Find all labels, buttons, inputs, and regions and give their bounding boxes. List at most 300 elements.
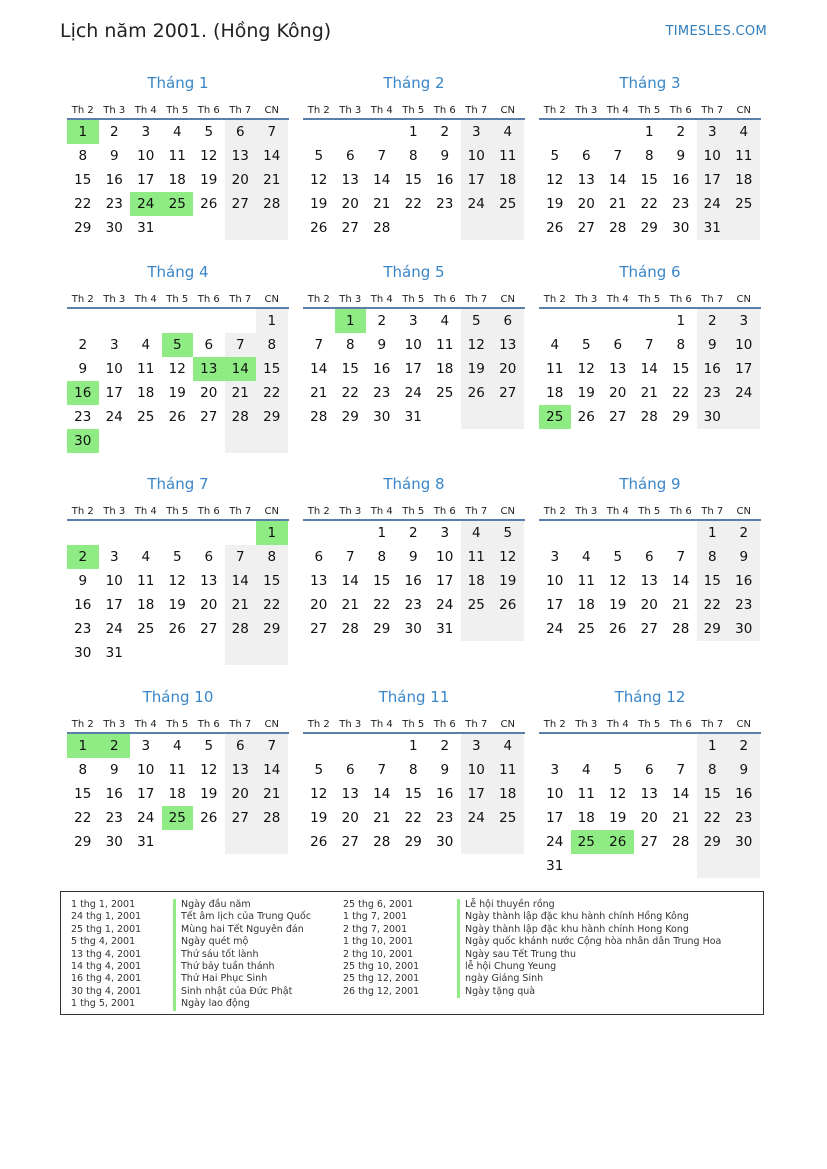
weekday-label: Th 3 [575,294,598,305]
day-cell: 3 [697,120,729,144]
day-cell: 5 [204,124,214,140]
day-cell: 2 [728,521,760,545]
empty-cell [225,641,257,665]
weekday-label: Th 7 [465,294,488,305]
day-cell: 19 [609,597,627,613]
day-cell: 4 [440,313,450,329]
day-cell: 12 [546,172,564,188]
weekday-label: Th 7 [229,719,252,730]
day-cell: 5 [550,148,560,164]
day-cell: 7 [225,333,257,357]
empty-cell [193,521,225,545]
day-cell: 27 [640,621,658,637]
day-cell: 3 [141,738,151,754]
day-cell: 8 [256,545,288,569]
empty-cell [665,521,697,545]
day-cell: 12 [168,573,186,589]
month-name: Tháng 10 [142,688,214,706]
day-cell: 8 [644,148,654,164]
day-grid [539,734,761,878]
legend-date: 1 thg 1, 2001 [71,899,136,910]
day-cell: 7 [613,148,623,164]
day-cell: 10 [461,144,493,168]
day-cell: 12 [609,786,627,802]
day-cell: 17 [105,597,123,613]
legend-date: 25 thg 12, 2001 [343,973,420,985]
holiday-day-cell: 30 [67,429,99,453]
holiday-day-cell: 26 [602,830,634,854]
day-cell: 15 [697,782,729,806]
day-cell: 26 [168,621,186,637]
weekday-label: Th 5 [638,294,661,305]
weekday-header [539,283,761,309]
day-cell: 5 [314,148,324,164]
weekday-label: CN [736,719,751,730]
weekday-label: Th 4 [370,719,393,730]
day-cell: 31 [697,216,729,240]
day-cell: 11 [492,758,524,782]
day-cell: 11 [546,361,564,377]
holiday-day-cell: 1 [335,309,367,333]
day-cell: 9 [109,148,119,164]
day-cell: 13 [225,758,257,782]
day-cell: 5 [581,337,591,353]
empty-cell [728,405,760,429]
day-cell: 28 [341,621,359,637]
day-cell: 10 [436,549,454,565]
day-cell: 23 [373,385,391,401]
day-cell: 11 [577,573,595,589]
day-cell: 26 [200,810,218,826]
legend-holiday-name: Ngày thành lập đặc khu hành chính Hồng Kông [457,911,721,923]
day-cell: 16 [105,172,123,188]
day-cell: 20 [341,810,359,826]
day-cell: 5 [613,549,623,565]
weekday-label: Th 6 [433,105,456,116]
month-block [67,473,289,665]
weekday-label: CN [264,506,279,517]
weekday-label: Th 6 [197,294,220,305]
weekday-label: Th 2 [71,105,94,116]
empty-cell [67,309,99,333]
day-cell: 3 [440,525,450,541]
legend-date: 1 thg 5, 2001 [71,998,136,1010]
day-cell: 28 [672,834,690,850]
day-cell: 17 [461,782,493,806]
day-cell: 13 [341,786,359,802]
day-cell: 13 [310,573,328,589]
weekday-label: Th 7 [229,294,252,305]
weekday-label: Th 3 [339,719,362,730]
weekday-label: CN [264,105,279,116]
weekday-label: Th 6 [433,719,456,730]
day-cell: 23 [672,196,690,212]
day-cell: 18 [436,361,454,377]
day-cell: 14 [373,172,391,188]
day-cell: 22 [256,593,288,617]
day-grid [539,120,761,240]
legend-dates-col-2 [343,899,419,998]
day-cell: 27 [225,806,257,830]
day-cell: 9 [676,148,686,164]
legend-date: 16 thg 4, 2001 [71,973,142,985]
day-cell: 15 [672,361,690,377]
day-cell: 8 [676,337,686,353]
day-cell: 8 [697,758,729,782]
day-cell: 3 [461,734,493,758]
day-cell: 1 [697,734,729,758]
empty-cell [492,405,524,429]
day-cell: 15 [74,172,92,188]
weekday-label: Th 5 [402,294,425,305]
empty-cell [539,120,571,144]
day-cell: 1 [408,124,418,140]
day-cell: 22 [640,196,658,212]
weekday-label: Th 5 [166,105,189,116]
day-cell: 9 [440,762,450,778]
day-cell: 7 [256,120,288,144]
day-grid [539,309,761,429]
day-cell: 11 [168,148,186,164]
weekday-label: Th 2 [307,294,330,305]
empty-cell [193,429,225,453]
day-cell: 12 [310,786,328,802]
day-cell: 4 [141,549,151,565]
empty-cell [492,830,524,854]
empty-cell [398,216,430,240]
month-block [303,261,525,429]
day-cell: 18 [168,786,186,802]
day-cell: 19 [200,172,218,188]
holiday-day-cell: 14 [225,357,257,381]
day-cell: 20 [640,597,658,613]
day-cell: 15 [697,569,729,593]
empty-cell [461,830,493,854]
day-cell: 20 [310,597,328,613]
legend-holiday-name: Ngày đầu năm [173,899,311,911]
weekday-label: CN [736,294,751,305]
empty-cell [492,617,524,641]
day-cell: 1 [256,309,288,333]
day-cell: 19 [168,597,186,613]
weekday-label: Th 3 [339,506,362,517]
day-cell: 8 [697,545,729,569]
weekday-label: Th 3 [339,294,362,305]
legend-holiday-name: Thứ sáu tốt lành [173,949,311,961]
weekday-label: Th 6 [669,506,692,517]
weekday-label: CN [500,294,515,305]
month-block [539,261,761,429]
weekday-label: Th 2 [307,719,330,730]
month-block [67,261,289,453]
day-cell: 9 [697,333,729,357]
legend-holiday-name: Tết âm lịch của Trung Quốc [173,911,311,923]
weekday-label: Th 2 [543,506,566,517]
month-name: Tháng 1 [147,74,209,92]
day-cell: 13 [577,172,595,188]
day-cell: 1 [377,525,387,541]
weekday-label: Th 5 [638,506,661,517]
day-cell: 17 [697,168,729,192]
day-cell: 28 [256,192,288,216]
legend-date: 25 thg 1, 2001 [71,923,142,935]
day-cell: 3 [550,762,560,778]
weekday-label: Th 7 [465,105,488,116]
weekday-label: Th 4 [606,294,629,305]
day-grid [67,521,289,665]
day-cell: 22 [697,593,729,617]
empty-cell [225,216,257,240]
day-cell: 11 [168,762,186,778]
day-cell: 24 [461,192,493,216]
day-cell: 6 [204,337,214,353]
empty-cell [335,120,367,144]
empty-cell [634,734,666,758]
day-cell: 13 [640,786,658,802]
day-cell: 15 [256,569,288,593]
day-cell: 8 [78,148,88,164]
empty-cell [571,734,603,758]
legend-date: 30 thg 4, 2001 [71,985,142,997]
day-cell: 6 [225,120,257,144]
day-cell: 10 [105,573,123,589]
day-cell: 22 [341,385,359,401]
empty-cell [492,216,524,240]
holiday-day-cell: 2 [67,545,99,569]
day-cell: 10 [137,762,155,778]
day-cell: 25 [577,621,595,637]
day-cell: 17 [461,168,493,192]
day-cell: 23 [74,621,92,637]
month-name: Tháng 12 [614,688,686,706]
day-cell: 29 [640,220,658,236]
weekday-label: CN [736,105,751,116]
day-cell: 18 [168,172,186,188]
empty-cell [99,309,131,333]
day-cell: 17 [546,597,564,613]
weekday-label: Th 5 [638,719,661,730]
day-cell: 7 [256,734,288,758]
empty-cell [162,429,194,453]
holiday-day-cell: 24 [130,192,162,216]
day-cell: 21 [373,196,391,212]
weekday-label: Th 3 [103,294,126,305]
day-cell: 14 [373,786,391,802]
weekday-header [303,283,525,309]
legend-names-col-2 [457,899,721,998]
day-cell: 4 [172,738,182,754]
day-cell: 14 [609,172,627,188]
empty-cell [162,830,194,854]
day-cell: 12 [461,333,493,357]
weekday-label: Th 6 [197,719,220,730]
day-cell: 21 [310,385,328,401]
holiday-day-cell: 25 [162,806,194,830]
day-cell: 7 [644,337,654,353]
weekday-label: Th 5 [402,506,425,517]
empty-cell [256,216,288,240]
weekday-label: Th 4 [606,506,629,517]
site-link[interactable]: TIMESLES.COM [665,24,767,39]
day-cell: 2 [377,313,387,329]
empty-cell [539,309,571,333]
month-block [303,686,525,854]
empty-cell [193,309,225,333]
legend-date: 5 thg 4, 2001 [71,936,136,948]
day-cell: 30 [728,830,760,854]
day-cell: 7 [676,762,686,778]
day-cell: 18 [728,168,760,192]
empty-cell [602,521,634,545]
day-cell: 3 [728,309,760,333]
empty-cell [162,309,194,333]
empty-cell [225,429,257,453]
empty-cell [728,854,760,878]
day-cell: 8 [345,337,355,353]
month-block [303,72,525,240]
day-cell: 23 [74,409,92,425]
empty-cell [335,521,367,545]
day-cell: 26 [168,409,186,425]
day-cell: 15 [341,361,359,377]
weekday-label: Th 5 [402,719,425,730]
day-cell: 13 [492,333,524,357]
day-cell: 13 [640,573,658,589]
empty-cell [539,734,571,758]
day-cell: 4 [581,549,591,565]
day-cell: 13 [200,573,218,589]
month-name: Tháng 3 [619,74,681,92]
day-cell: 31 [137,834,155,850]
day-cell: 21 [672,597,690,613]
day-cell: 31 [546,858,564,874]
day-cell: 7 [377,762,387,778]
day-cell: 22 [256,381,288,405]
day-cell: 27 [200,621,218,637]
day-cell: 16 [404,573,422,589]
legend-date: 13 thg 4, 2001 [71,948,142,960]
day-cell: 15 [74,786,92,802]
day-cell: 19 [310,810,328,826]
weekday-label: Th 6 [433,294,456,305]
day-cell: 26 [609,621,627,637]
holiday-day-cell: 1 [256,521,288,545]
empty-cell [193,216,225,240]
day-cell: 4 [492,120,524,144]
day-cell: 23 [728,593,760,617]
legend-holiday-name: Ngày tặng quà [457,986,721,998]
empty-cell [634,309,666,333]
empty-cell [366,734,398,758]
day-cell: 14 [256,758,288,782]
weekday-label: Th 7 [701,294,724,305]
legend-holiday-name: Lễ hội thuyền rồng [457,899,721,911]
legend-dates-col-1 [71,899,141,1011]
day-cell: 31 [137,220,155,236]
day-cell: 16 [105,786,123,802]
empty-cell [193,641,225,665]
weekday-header [303,708,525,734]
day-cell: 9 [440,148,450,164]
day-cell: 8 [408,148,418,164]
day-cell: 6 [581,148,591,164]
day-cell: 24 [546,621,564,637]
day-cell: 25 [137,409,155,425]
day-cell: 19 [546,196,564,212]
day-cell: 29 [697,830,729,854]
day-cell: 9 [377,337,387,353]
weekday-label: Th 4 [370,506,393,517]
day-cell: 18 [577,810,595,826]
day-cell: 16 [728,782,760,806]
day-grid [67,120,289,240]
weekday-label: Th 7 [701,719,724,730]
day-cell: 24 [697,192,729,216]
day-cell: 2 [440,738,450,754]
month-name: Tháng 6 [619,263,681,281]
day-cell: 21 [672,810,690,826]
day-grid [67,734,289,854]
legend-holiday-name: Sinh nhật của Đức Phật [173,986,311,998]
legend-date: 25 thg 6, 2001 [343,899,414,910]
legend-date: 1 thg 10, 2001 [343,936,414,948]
empty-cell [602,120,634,144]
weekday-label: Th 3 [339,105,362,116]
day-cell: 30 [672,220,690,236]
weekday-label: Th 2 [543,294,566,305]
weekday-label: Th 3 [103,719,126,730]
weekday-label: Th 5 [166,719,189,730]
day-cell: 10 [697,144,729,168]
weekday-label: Th 5 [166,506,189,517]
weekday-label: Th 2 [543,105,566,116]
day-cell: 6 [345,762,355,778]
weekday-label: Th 5 [638,105,661,116]
day-cell: 30 [105,834,123,850]
day-cell: 20 [225,168,257,192]
day-cell: 11 [436,337,454,353]
day-cell: 22 [404,196,422,212]
day-cell: 9 [78,361,88,377]
day-cell: 5 [204,738,214,754]
weekday-label: Th 4 [370,105,393,116]
legend-holiday-name: Ngày thành lập đặc khu hành chính Hong Kong [457,924,721,936]
day-cell: 15 [404,786,422,802]
weekday-label: Th 4 [606,105,629,116]
day-cell: 8 [78,762,88,778]
weekday-label: Th 3 [575,105,598,116]
weekday-label: Th 2 [543,719,566,730]
weekday-header [539,708,761,734]
empty-cell [225,830,257,854]
weekday-header [67,495,289,521]
day-grid [539,521,761,641]
day-cell: 24 [105,621,123,637]
day-cell: 8 [408,762,418,778]
empty-cell [256,641,288,665]
day-cell: 10 [546,786,564,802]
day-cell: 20 [341,196,359,212]
empty-cell [99,429,131,453]
day-cell: 20 [609,385,627,401]
day-cell: 22 [404,810,422,826]
day-cell: 22 [672,385,690,401]
holiday-day-cell: 5 [162,333,194,357]
weekday-label: Th 2 [71,294,94,305]
day-cell: 6 [644,549,654,565]
day-cell: 1 [676,313,686,329]
empty-cell [67,521,99,545]
